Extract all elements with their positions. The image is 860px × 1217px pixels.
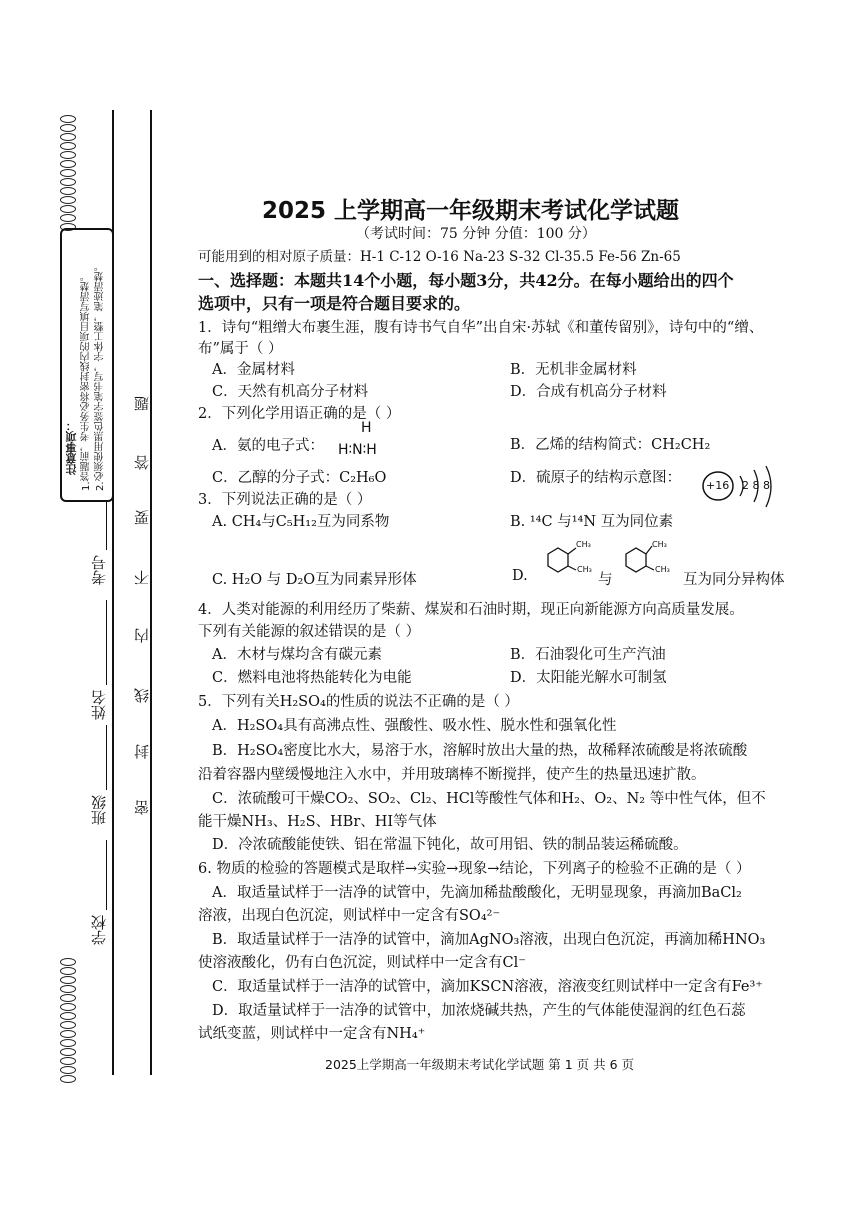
binding-ring: [60, 985, 76, 993]
q6-option-a-line1[interactable]: A．取适量试样于一洁净的试管中，先滴加稀盐酸酸化，无明显现象，再滴加BaCl₂: [212, 885, 742, 901]
q6-option-d-line2: 试纸变蓝，则试样中一定含有NH₄⁺: [198, 1026, 426, 1042]
field-kaohao-line[interactable]: [106, 500, 107, 550]
binding-ring: [60, 1048, 76, 1056]
q1-option-c[interactable]: C．天然有机高分子材料: [212, 384, 369, 400]
q1-stem-line2: 布”属于（ ）: [198, 341, 283, 357]
q2-option-b[interactable]: B．乙烯的结构简式：CH₂CH₂: [510, 437, 711, 453]
binding-ring: [60, 205, 76, 213]
section-heading-line1: 一、选择题：本题共14个小题，每小题3分，共42分。在每小题给出的四个: [198, 271, 734, 290]
field-kaohao-label: 考号: [90, 555, 108, 585]
ortho-xylene-ch3-top: CH₃: [576, 540, 591, 549]
binding-ring: [60, 133, 76, 141]
q6-option-a-line2: 溶液，出现白色沉淀，则试样中一定含有SO₄²⁻: [198, 908, 501, 924]
binding-ring: [60, 115, 76, 123]
q6-stem: 6. 物质的检验的答题模式是取样→实验→现象→结论，下列离子的检验不正确的是（ ）: [198, 861, 751, 877]
q3-option-b[interactable]: B. ¹⁴C 与¹⁴N 互为同位素: [510, 514, 674, 530]
q1-option-a[interactable]: A．金属材料: [212, 362, 295, 378]
q2-ammonia-h-top: H: [361, 420, 372, 436]
binding-ring: [60, 214, 76, 222]
binding-ring: [60, 160, 76, 168]
binding-ring: [60, 967, 76, 975]
field-xuexiao-label: 学校: [90, 915, 108, 945]
q4-option-a[interactable]: A．木材与煤均含有碳元素: [212, 647, 382, 663]
q2-ammonia-formula: H∶N∶H: [338, 442, 377, 458]
binding-ring: [60, 142, 76, 150]
q2-option-d[interactable]: D．硫原子的结构示意图：: [510, 470, 682, 486]
binding-ring: [60, 1057, 76, 1065]
q3-option-d-suffix: 互为同分异构体: [683, 572, 785, 588]
q6-option-d-line1[interactable]: D．取适量试样于一洁净的试管中，加浓烧碱共热，产生的气体能使湿润的红色石蕊: [212, 1003, 746, 1019]
binding-ring: [60, 1021, 76, 1029]
q6-option-c[interactable]: C．取适量试样于一洁净的试管中，滴加KSCN溶液，溶液变红则试样中一定含有Fe³⁺: [212, 979, 763, 995]
ortho-xylene-2-ch3-top: CH₃: [652, 540, 667, 549]
q4-option-c[interactable]: C．燃料电池将热能转化为电能: [212, 670, 412, 686]
q2-stem: 2．下列化学用语正确的是（ ）: [198, 406, 401, 422]
binding-ring: [60, 1066, 76, 1074]
q3-stem: 3．下列说法正确的是（ ）: [198, 492, 372, 508]
seal-char-7: 封: [133, 744, 151, 759]
notice-title: 注意事项：: [65, 420, 78, 475]
q4-stem-line2: 下列有关能源的叙述错误的是（ ）: [198, 624, 421, 640]
page-subtitle: （考试时间：75 分钟 分值：100 分）: [356, 226, 596, 242]
q1-stem-line1: 1．诗句“粗缯大布裹生涯，腹有诗书气自华”出自宋·苏轼《和董传留别》，诗句中的“缯、: [198, 320, 764, 336]
page-title: 2025 上学期高一年级期末考试化学试题: [262, 198, 680, 224]
q1-option-d[interactable]: D．合成有机高分子材料: [510, 384, 667, 400]
field-banji-line[interactable]: [106, 725, 107, 790]
notice-item-2: 2.必须使用黑色签字笔书写，字体工整，笔迹清楚。: [95, 261, 106, 491]
q3-option-a[interactable]: A. CH₄与C₅H₁₂互为同系物: [212, 514, 390, 530]
field-xingming-label: 姓名: [90, 690, 108, 720]
sulfur-shells: 2 8 8: [742, 479, 770, 492]
notice-item-1: 1.答题前，考生务必将密封线内的项目填写清楚。: [81, 271, 92, 491]
q3-option-c[interactable]: C. H₂O 与 D₂O互为同素异形体: [212, 572, 417, 588]
q3-option-d-and: 与: [598, 572, 613, 588]
ortho-xylene-ch3-bottom: CH₃: [577, 565, 592, 574]
q2-option-c[interactable]: C．乙醇的分子式：C₂H₆O: [212, 470, 387, 486]
q5-option-a[interactable]: A．H₂SO₄具有高沸点性、强酸性、吸水性、脱水性和强氧化性: [212, 718, 617, 734]
q5-option-b-line2: 沿着容器内壁缓慢地注入水中，并用玻璃棒不断搅拌，使产生的热量迅速扩散。: [198, 767, 706, 783]
binding-ring: [60, 1075, 76, 1083]
q2-option-a[interactable]: A．氨的电子式：: [212, 438, 324, 454]
page-footer: 2025上学期高一年级期末考试化学试题 第 1 页 共 6 页: [325, 1057, 635, 1072]
q4-stem-line1: 4．人类对能源的利用经历了柴薪、煤炭和石油时期，现正向新能源方向高质量发展。: [198, 602, 744, 618]
q4-option-b[interactable]: B．石油裂化可生产汽油: [510, 647, 666, 663]
binding-ring: [60, 169, 76, 177]
seal-char-6: 线: [133, 688, 151, 703]
q5-option-b-line1[interactable]: B．H₂SO₄密度比水大，易溶于水，溶解时放出大量的热，故稀释浓硫酸是将浓硫酸: [212, 743, 748, 759]
binding-ring: [60, 1012, 76, 1020]
binding-ring: [60, 976, 76, 984]
seal-char-8: 密: [133, 800, 151, 815]
atomic-masses: 可能用到的相对原子质量：H-1 C-12 O-16 Na-23 S-32 Cl-35.5 Fe-56 Zn-65: [198, 249, 681, 265]
q6-option-b-line1[interactable]: B．取适量试样于一洁净的试管中，滴加AgNO₃溶液，出现白色沉淀，再滴加稀HNO₃: [212, 932, 766, 948]
section-heading-line2: 选项中，只有一项是符合题目要求的。: [198, 294, 471, 313]
q5-option-c-line2: 能干燥NH₃、H₂S、HBr、HI等气体: [198, 814, 437, 830]
field-xuexiao-line[interactable]: [106, 840, 107, 910]
binding-rings-bottom: [60, 958, 78, 1084]
binding-ring: [60, 187, 76, 195]
q1-option-b[interactable]: B．无机非金属材料: [510, 362, 637, 378]
q3-option-d-prefix[interactable]: D.: [512, 568, 528, 584]
sulfur-nucleus: +16: [706, 479, 730, 492]
binding-line-right: [150, 110, 152, 1075]
ortho-xylene-2-ch3-bottom: CH₃: [655, 565, 670, 574]
seal-char-2: 答: [133, 455, 151, 470]
binding-ring: [60, 124, 76, 132]
binding-ring: [60, 994, 76, 1002]
binding-ring: [60, 958, 76, 966]
binding-ring: [60, 1003, 76, 1011]
q6-option-b-line2: 使溶液酸化，仍有白色沉淀，则试样中一定含有Cl⁻: [198, 955, 526, 971]
binding-ring: [60, 151, 76, 159]
seal-char-3: 要: [133, 510, 151, 525]
field-banji-label: 班级: [90, 795, 108, 825]
seal-char-1: 题: [133, 396, 151, 411]
seal-char-4: 不: [133, 570, 151, 585]
binding-ring: [60, 1030, 76, 1038]
binding-ring: [60, 1039, 76, 1047]
binding-rings-top: [60, 115, 78, 232]
seal-char-5: 内: [133, 628, 151, 643]
q5-option-c-line1[interactable]: C．浓硫酸可干燥CO₂、SO₂、Cl₂、HCl等酸性气体和H₂、O₂、N₂ 等中性气体，但不: [212, 791, 766, 807]
q4-option-d[interactable]: D．太阳能光解水可制氢: [510, 670, 667, 686]
binding-ring: [60, 178, 76, 186]
field-xingming-line[interactable]: [106, 600, 107, 685]
binding-ring: [60, 196, 76, 204]
q5-stem: 5．下列有关H₂SO₄的性质的说法不正确的是（ ）: [198, 694, 519, 710]
q5-option-d[interactable]: D．冷浓硫酸能使铁、铝在常温下钝化，故可用铝、铁的制品装运稀硫酸。: [212, 837, 688, 853]
